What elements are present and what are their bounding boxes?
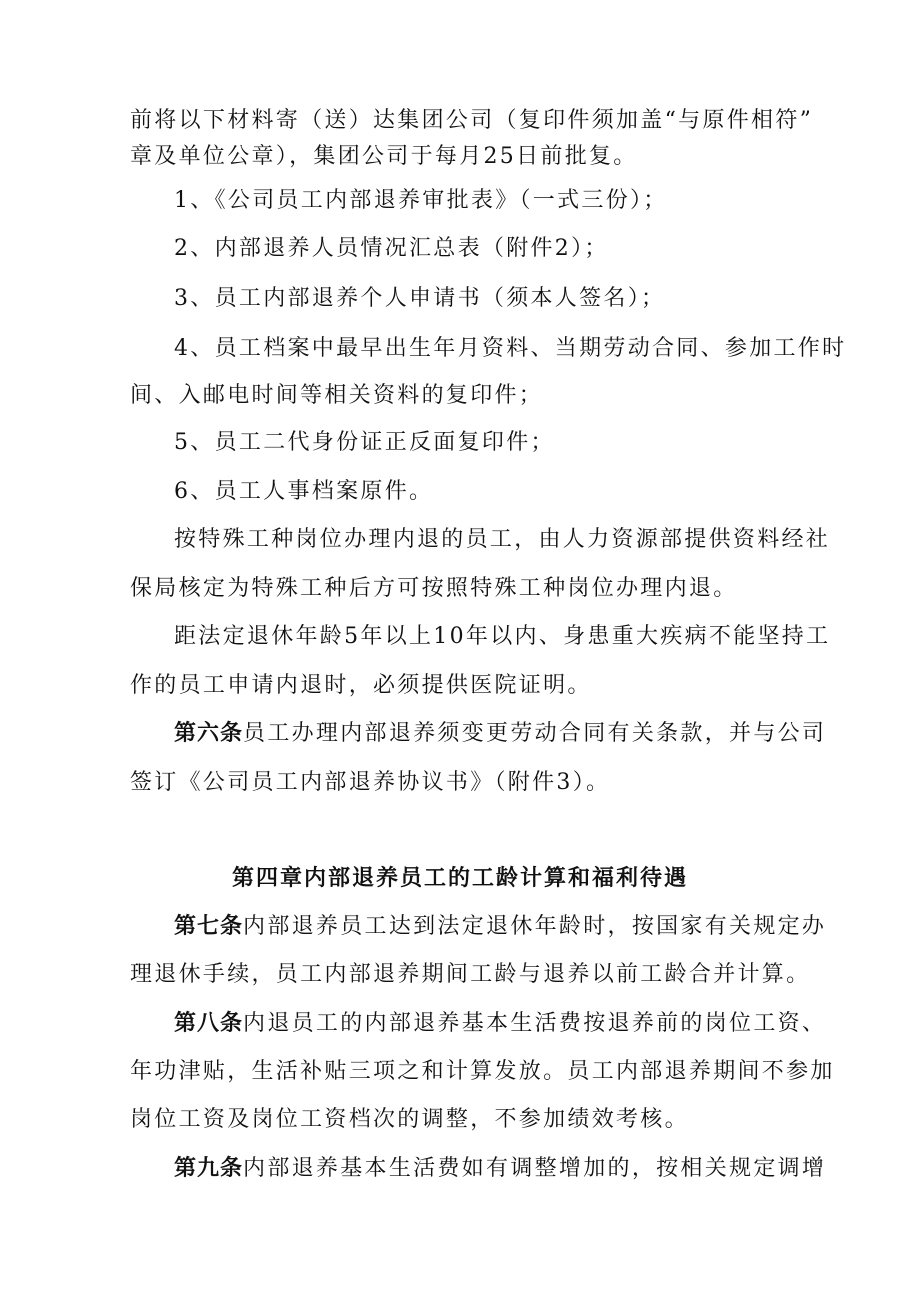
- article-text: 员工办理内部退养须变更劳动合同有关条款，并与公司: [243, 721, 827, 746]
- article-8-continuation: 岗位工资及岗位工资档次的调整，不参加绩效考核。: [130, 1107, 689, 1132]
- article-8-line: [174, 1009, 826, 1039]
- article-label: 第七条: [174, 914, 244, 939]
- article-text: 内部退养员工达到法定退休年龄时，按国家有关规定办: [243, 914, 827, 939]
- article-text: 内退员工的内部退养基本生活费按退养前的岗位工资、: [243, 1011, 827, 1036]
- list-item: 4、员工档案中最早出生年月资料、当期劳动合同、参加工作时: [174, 336, 847, 361]
- list-item: 5、员工二代身份证正反面复印件；: [174, 430, 555, 455]
- article-7-continuation: 理退休手续，员工内部退养期间工龄与退养以前工龄合并计算。: [130, 962, 811, 987]
- article-label: 第九条: [174, 1156, 244, 1181]
- list-item: 2、内部退养人员情况汇总表（附件2）；: [174, 236, 609, 261]
- article-6-continuation: 签订《公司员工内部退养协议书》（附件3）。: [130, 770, 611, 795]
- article-text: 内部退养基本生活费如有调整增加的，按相关规定调增: [243, 1156, 827, 1181]
- list-item: 6、员工人事档案原件。: [174, 479, 434, 504]
- paragraph-line: 按特殊工种岗位办理内退的员工，由人力资源部提供资料经社: [174, 527, 831, 552]
- paragraph-line: 距法定退休年龄5年以上10年以内、身患重大疾病不能坚持工: [174, 624, 831, 649]
- article-6-line: [174, 719, 826, 749]
- list-item: 3、员工内部退养个人申请书（须本人签名）；: [174, 286, 666, 311]
- article-7-line: [174, 912, 826, 942]
- paragraph-line: 章及单位公章），集团公司于每月25日前批复。: [130, 144, 638, 169]
- paragraph-line: 前将以下材料寄（送）达集团公司（复印件须加盖“与原件相符”: [130, 108, 814, 133]
- article-label: 第六条: [174, 721, 244, 746]
- article-9-line: [174, 1154, 826, 1184]
- list-item-continuation: 间、入邮电时间等相关资料的复印件；: [130, 383, 544, 408]
- list-item: 1、《公司员工内部退养审批表》（一式三份）；: [174, 188, 668, 213]
- article-label: 第八条: [174, 1011, 244, 1036]
- chapter-heading: 第四章内部退养员工的工龄计算和福利待遇: [231, 866, 688, 891]
- article-8-continuation: 年功津贴，生活补贴三项之和计算发放。员工内部退养期间不参加: [130, 1059, 835, 1084]
- paragraph-line: 作的员工申请内退时，必须提供医院证明。: [130, 673, 592, 698]
- paragraph-line: 保局核定为特殊工种后方可按照特殊工种岗位办理内退。: [130, 576, 738, 601]
